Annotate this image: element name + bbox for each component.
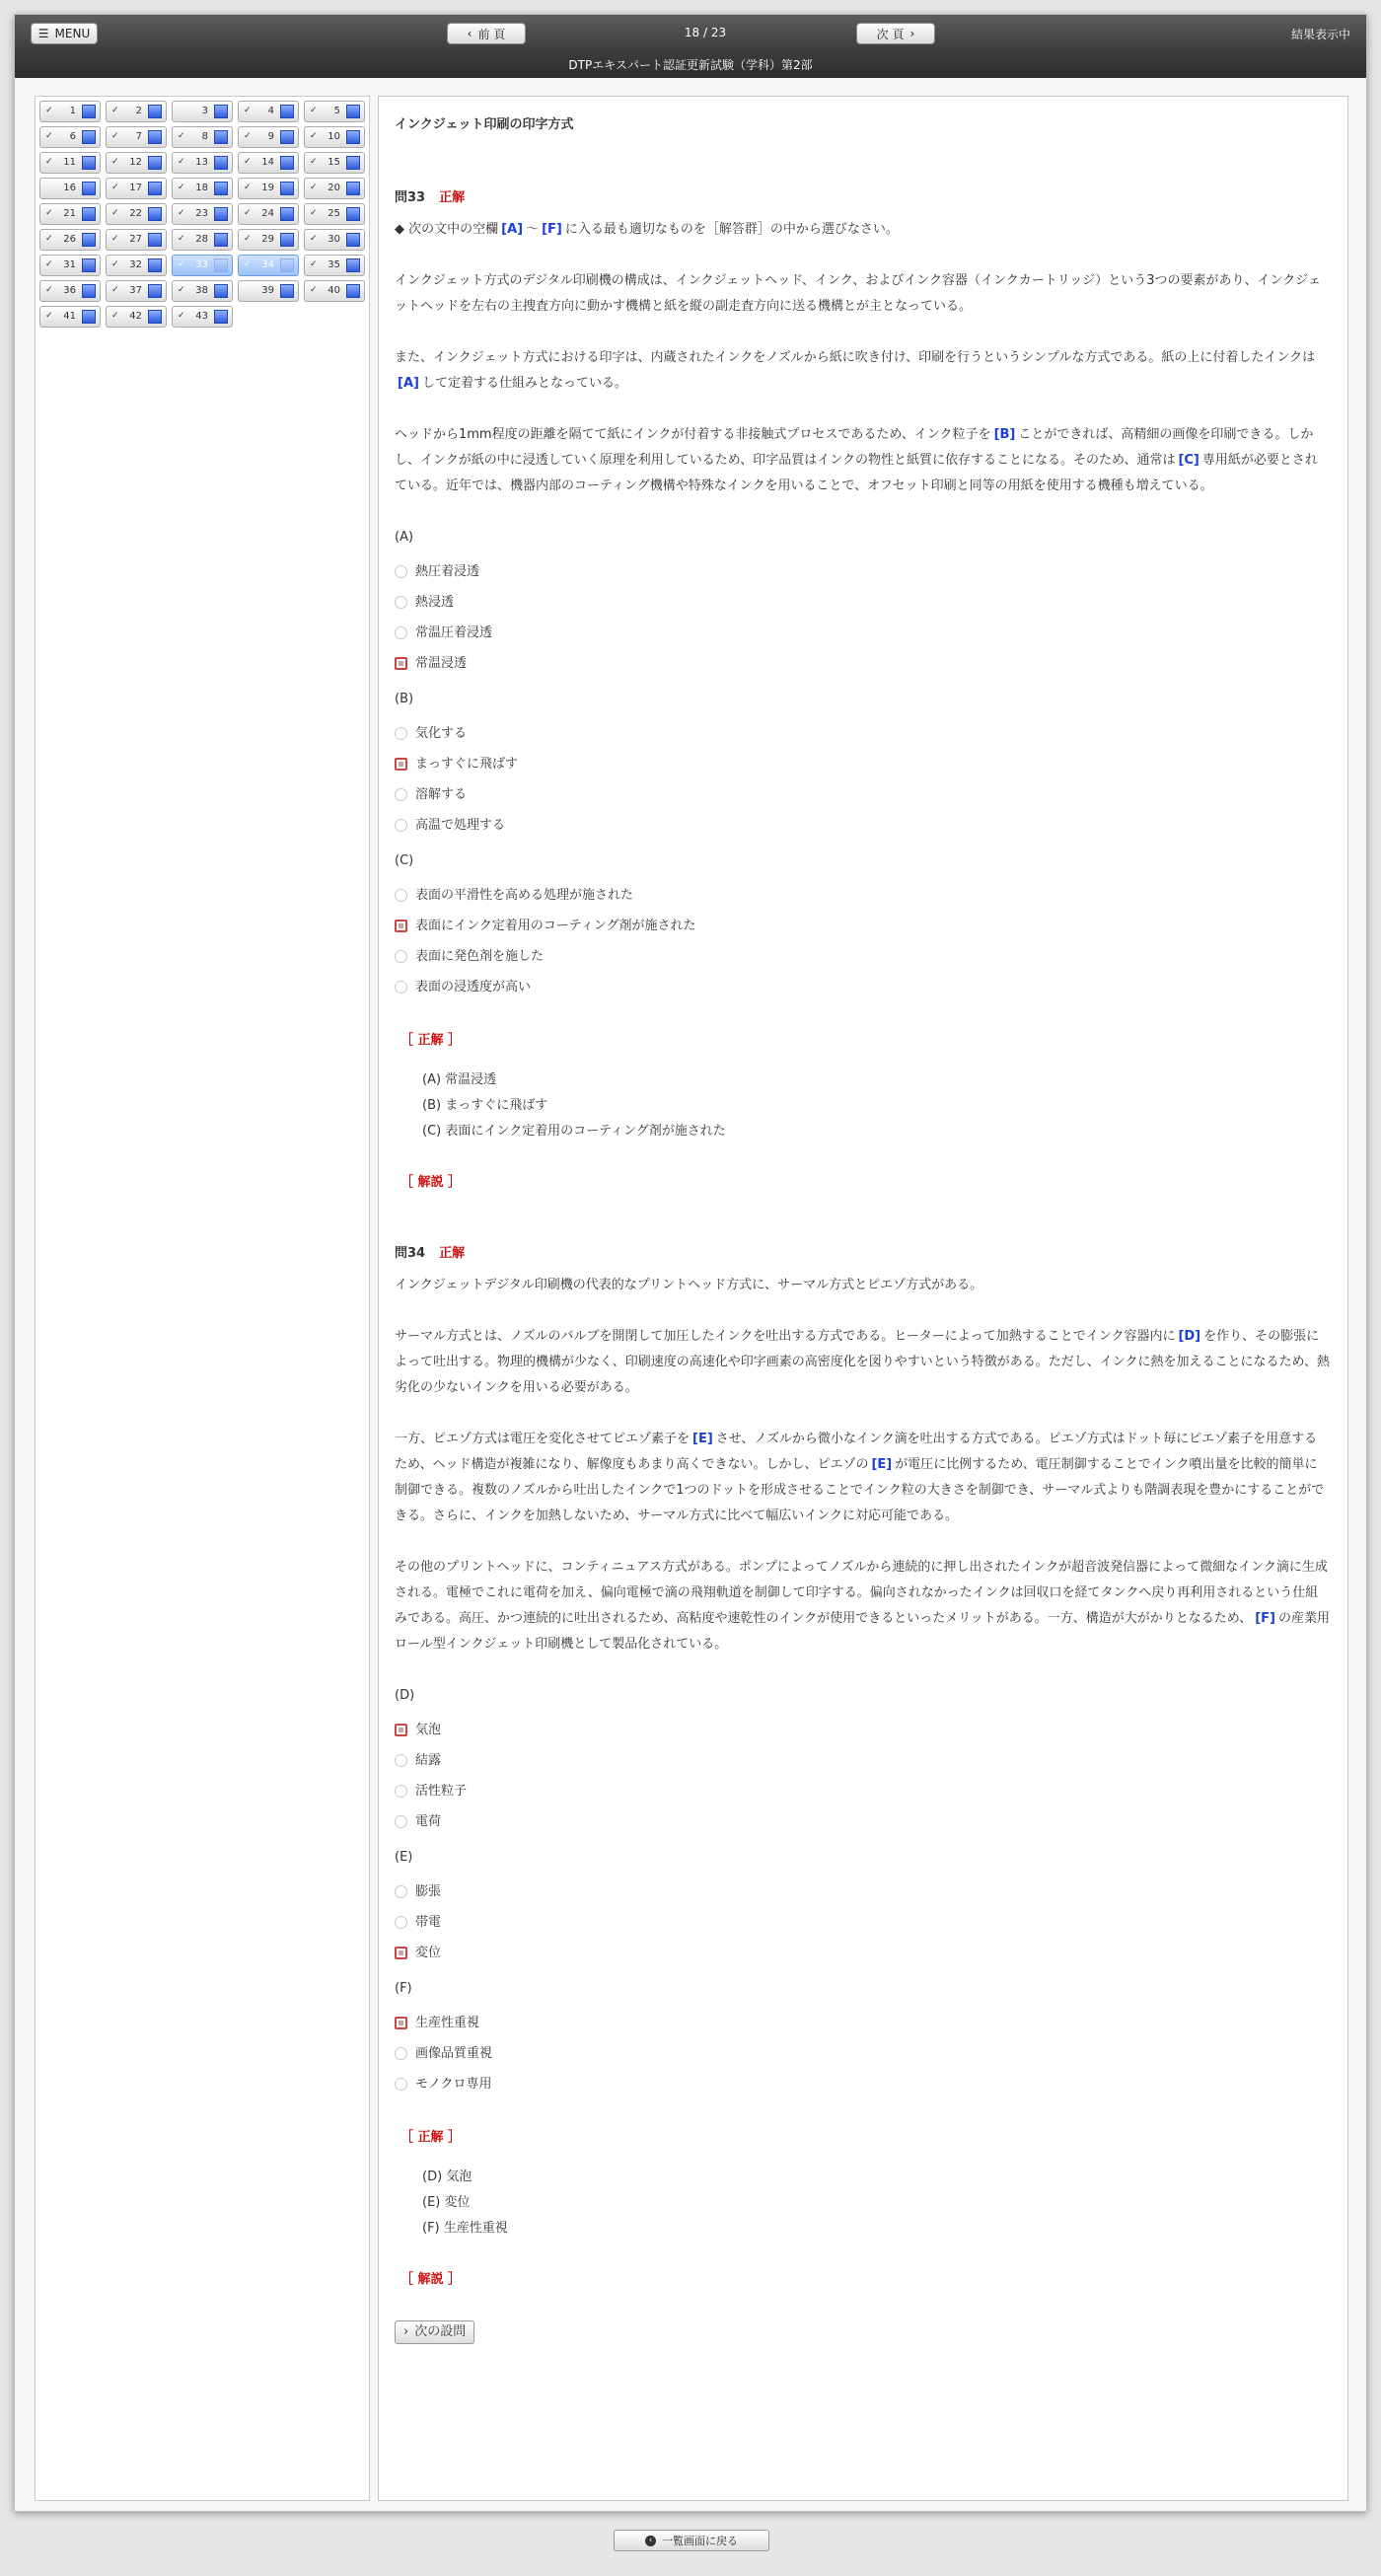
answer-option[interactable] xyxy=(395,779,1330,810)
flag-icon xyxy=(214,258,228,272)
radio-icon[interactable] xyxy=(395,1885,407,1898)
flag-icon xyxy=(346,207,360,221)
question-nav-button[interactable]: ✓ 29 xyxy=(238,229,299,251)
flag-icon xyxy=(280,156,294,170)
selected-radio-icon[interactable] xyxy=(395,657,407,670)
question-nav-button[interactable]: ✓ 26 xyxy=(39,229,101,251)
radio-icon[interactable] xyxy=(395,819,407,832)
result-badge: 正解 xyxy=(439,1246,466,1261)
answer-heading: ［ 正解 ］ xyxy=(400,2130,462,2145)
question-nav-button[interactable]: ✓ 38 xyxy=(172,280,233,302)
flag-icon xyxy=(148,105,162,118)
question-nav-button[interactable]: ✓ 23 xyxy=(172,203,233,225)
chevron-right-icon: › xyxy=(403,2324,409,2339)
option-label: 気化する xyxy=(415,725,468,741)
check-icon: ✓ xyxy=(45,157,53,167)
circle-arrow-icon: ‹ xyxy=(645,2536,656,2546)
answer-option[interactable] xyxy=(395,2008,1330,2038)
answer-heading: ［ 正解 ］ xyxy=(400,1033,462,1048)
question-nav-button[interactable]: ✓ 4 xyxy=(238,101,299,122)
option-label: 表面の浸透度が高い xyxy=(415,979,532,994)
check-icon: ✓ xyxy=(178,285,185,295)
option-group xyxy=(395,525,1330,679)
question-nav-button[interactable]: ✓ 17 xyxy=(106,178,167,199)
question-33-header: 問33 正解 xyxy=(395,190,466,205)
answer-option[interactable] xyxy=(395,880,1330,911)
question-nav-button[interactable]: ✓ 7 xyxy=(106,126,167,148)
radio-icon[interactable] xyxy=(395,2078,407,2091)
flag-icon xyxy=(148,156,162,170)
menu-button[interactable] xyxy=(31,23,98,44)
question-nav-button[interactable]: 16 xyxy=(39,178,101,199)
check-icon: ✓ xyxy=(310,285,318,295)
flag-icon xyxy=(148,258,162,272)
option-label: 熱圧着浸透 xyxy=(415,563,480,579)
answer-option[interactable] xyxy=(395,618,1330,648)
option-label: 表面にインク定着用のコーティング剤が施された xyxy=(415,918,696,933)
option-group-label: (C) xyxy=(395,853,414,868)
check-icon: ✓ xyxy=(178,183,185,192)
flag-icon xyxy=(214,284,228,298)
question-nav-button[interactable]: ✓ 24 xyxy=(238,203,299,225)
flag-icon xyxy=(214,130,228,144)
instruction: ◆ 次の文中の空欄 [A] 〜 [F] に入る最も適切なものを［解答群］の中から選びなさい。 xyxy=(395,222,899,237)
flag-icon xyxy=(346,258,360,272)
question-nav-button[interactable]: ✓ 43 xyxy=(172,306,233,328)
option-label: 電荷 xyxy=(415,1813,442,1829)
menu-label: MENU xyxy=(54,27,91,40)
question-nav-button[interactable]: ✓ 6 xyxy=(39,126,101,148)
question-nav-button[interactable]: ✓ 14 xyxy=(238,152,299,174)
option-group-label: (E) xyxy=(395,1850,413,1865)
question-nav-button[interactable]: ✓ 28 xyxy=(172,229,233,251)
correct-answer-line: (E) 変位 xyxy=(422,2195,471,2210)
flag-icon xyxy=(148,284,162,298)
question-nav-button[interactable]: ✓ 20 xyxy=(304,178,365,199)
check-icon: ✓ xyxy=(310,183,318,192)
flag-icon xyxy=(214,105,228,118)
question-nav-button[interactable]: ✓ 12 xyxy=(106,152,167,174)
check-icon: ✓ xyxy=(111,106,119,115)
option-group xyxy=(395,687,1330,841)
flag-icon xyxy=(82,284,96,298)
question-nav-button[interactable]: ✓ 25 xyxy=(304,203,365,225)
question-nav-button[interactable]: ✓ 21 xyxy=(39,203,101,225)
check-icon: ✓ xyxy=(178,259,185,269)
option-label: 結露 xyxy=(415,1752,442,1768)
page-indicator: 18 / 23 xyxy=(684,26,727,39)
check-icon: ✓ xyxy=(244,259,252,269)
option-label: 高温で処理する xyxy=(415,817,506,833)
selected-radio-icon[interactable] xyxy=(395,758,407,771)
check-icon: ✓ xyxy=(111,131,119,141)
radio-icon[interactable] xyxy=(395,1916,407,1929)
check-icon: ✓ xyxy=(244,131,252,141)
flag-icon xyxy=(148,310,162,324)
option-group xyxy=(395,1976,1330,2099)
back-to-list-button[interactable]: ‹ 一覧画面に戻る xyxy=(614,2530,769,2551)
radio-icon[interactable] xyxy=(395,626,407,639)
check-icon: ✓ xyxy=(310,234,318,244)
check-icon: ✓ xyxy=(310,157,318,167)
answer-option[interactable] xyxy=(395,1745,1330,1776)
flag-icon xyxy=(280,233,294,247)
flag-icon xyxy=(346,233,360,247)
check-icon: ✓ xyxy=(45,285,53,295)
option-label: 表面に発色剤を施した xyxy=(415,948,545,964)
check-icon: ✓ xyxy=(111,157,119,167)
option-label: 気泡 xyxy=(415,1722,442,1737)
option-label: 溶解する xyxy=(415,786,468,802)
explanation-heading: ［ 解説 ］ xyxy=(400,1175,462,1190)
check-icon: ✓ xyxy=(111,311,119,321)
flag-icon xyxy=(82,182,96,195)
option-label: 常温浸透 xyxy=(415,655,468,671)
check-icon: ✓ xyxy=(178,131,185,141)
radio-icon[interactable] xyxy=(395,727,407,740)
chevron-left-icon: ‹ xyxy=(467,27,472,40)
check-icon: ✓ xyxy=(244,157,252,167)
flag-icon xyxy=(346,182,360,195)
check-icon: ✓ xyxy=(45,259,53,269)
header-bar xyxy=(15,15,1366,78)
question-nav-button[interactable]: ✓ 15 xyxy=(304,152,365,174)
question-nav-button[interactable]: ✓ 8 xyxy=(172,126,233,148)
answer-option[interactable] xyxy=(395,556,1330,587)
radio-icon[interactable] xyxy=(395,565,407,578)
flag-icon xyxy=(280,105,294,118)
question-content-panel xyxy=(378,96,1348,2501)
radio-icon[interactable] xyxy=(395,1785,407,1798)
answer-option[interactable] xyxy=(395,2069,1330,2099)
flag-icon xyxy=(82,258,96,272)
question-nav-button[interactable]: ✓ 32 xyxy=(106,255,167,276)
option-label: モノクロ専用 xyxy=(415,2076,492,2092)
flag-icon xyxy=(82,130,96,144)
question-nav-button[interactable]: ✓ 1 xyxy=(39,101,101,122)
flag-icon xyxy=(148,182,162,195)
answer-option[interactable] xyxy=(395,648,1330,679)
selected-radio-icon[interactable] xyxy=(395,1947,407,1959)
check-icon: ✓ xyxy=(111,208,119,218)
radio-icon[interactable] xyxy=(395,788,407,801)
flag-icon xyxy=(280,284,294,298)
answer-option[interactable] xyxy=(395,972,1330,1002)
check-icon: ✓ xyxy=(310,131,318,141)
question-nav-button[interactable]: ✓ 10 xyxy=(304,126,365,148)
check-icon: ✓ xyxy=(111,183,119,192)
answer-option[interactable] xyxy=(395,587,1330,618)
question-nav-button[interactable]: 39 xyxy=(238,280,299,302)
correct-answer-line: (A) 常温浸透 xyxy=(422,1072,497,1087)
radio-icon[interactable] xyxy=(395,1754,407,1767)
check-icon: ✓ xyxy=(244,106,252,115)
check-icon: ✓ xyxy=(178,208,185,218)
q34-paragraph-1: サーマル方式とは、ノズルのバルブを開閉して加圧したインクを吐出する方式である。ヒーターによって加熱することでインク容器内に [D] を作り、その膨張によって吐出する。物理的機構が少なく、印刷速度の高速化や印字画素の高密度化を図りやすいという特徴がある。ただし、インクに熱を加えることになるため、熱劣化の少ないインクを用いる必要がある。 xyxy=(395,1329,1330,1395)
check-icon: ✓ xyxy=(111,259,119,269)
status-text: 結果表示中 xyxy=(1290,28,1350,41)
flag-icon xyxy=(346,156,360,170)
check-icon: ✓ xyxy=(310,259,318,269)
option-label: まっすぐに飛ばす xyxy=(415,756,519,772)
correct-answer-line: (C) 表面にインク定着用のコーティング剤が施された xyxy=(422,1124,726,1139)
correct-answer-line: (D) 気泡 xyxy=(422,2170,472,2184)
question-nav-button[interactable]: ✓ 22 xyxy=(106,203,167,225)
next-label: 次 頁 xyxy=(876,27,905,41)
flag-icon xyxy=(148,130,162,144)
question-nav-button[interactable]: ✓ 42 xyxy=(106,306,167,328)
explanation-heading: ［ 解説 ］ xyxy=(400,2272,462,2287)
flag-icon xyxy=(346,130,360,144)
q33-paragraph-1: インクジェット方式のデジタル印刷機の構成は、インクジェットヘッド、インク、およびインク容器（インクカートリッジ）という3つの要素があり、インクジェットヘッドを左右の主捜査方向に動かす機構と紙を縦の副走査方向に送る機構とが主となっている。 xyxy=(395,273,1321,314)
check-icon: ✓ xyxy=(45,106,53,115)
question-nav-button[interactable]: ✓ 2 xyxy=(106,101,167,122)
flag-icon xyxy=(214,310,228,324)
question-34-header: 問34 正解 xyxy=(395,1246,466,1261)
answer-option[interactable] xyxy=(395,1715,1330,1745)
result-badge: 正解 xyxy=(439,190,466,205)
radio-icon[interactable] xyxy=(395,596,407,609)
next-question-button[interactable]: › 次の設問 xyxy=(395,2320,474,2344)
question-nav-button[interactable]: ✓ 27 xyxy=(106,229,167,251)
selected-radio-icon[interactable] xyxy=(395,920,407,932)
correct-answer-line: (F) 生産性重視 xyxy=(422,2221,508,2236)
q34-paragraph-3: その他のプリントヘッドに、コンティニュアス方式がある。ポンプによってノズルから連続的に押し出されたインクが超音波発信器によって微細なインク滴に生成される。電極でこれに電荷を加え、偏向電極で滴の飛翔軌道を制御して印字する。偏向されなかったインクは回収口を経てタンクへ戻り再利用されるという仕組みである。高圧、かつ連続的に吐出されるため、高粘度や速乾性のインクが使用できるといったメリットがある。一方、構造が大がかりとなるため、 [F] の産業用ロール型インクジェット印刷機として製品化されている。 xyxy=(395,1560,1330,1652)
check-icon: ✓ xyxy=(244,234,252,244)
question-nav-button[interactable]: ✓ 11 xyxy=(39,152,101,174)
check-icon: ✓ xyxy=(244,183,252,192)
question-nav-button[interactable]: ✓ 37 xyxy=(106,280,167,302)
question-nav-button[interactable]: ✓ 5 xyxy=(304,101,365,122)
question-nav-button[interactable]: 3 xyxy=(172,101,233,122)
answer-option[interactable] xyxy=(395,718,1330,749)
answer-option[interactable] xyxy=(395,911,1330,941)
q33-paragraph-3: ヘッドから1mm程度の距離を隔てて紙にインクが付着する非接触式プロセスであるため、インク粒子を [B] ことができれば、高精細の画像を印刷できる。しかし、インクが紙の中に浸透していく原理を利用しているため、印字品質はインクの物性と紙質に依存することになる。そのため、通常は [C] 専用紙が必要とされている。近年では、機器内部のコーティング機構や特殊なインクを用いることで、オフセット印刷と同等の用紙を使用する機種も増えている。 xyxy=(395,427,1318,493)
answer-option[interactable] xyxy=(395,1877,1330,1907)
answer-option[interactable] xyxy=(395,1938,1330,1968)
flag-icon xyxy=(280,207,294,221)
radio-icon[interactable] xyxy=(395,950,407,963)
selected-radio-icon[interactable] xyxy=(395,2017,407,2029)
radio-icon[interactable] xyxy=(395,889,407,902)
option-group-label: (D) xyxy=(395,1688,415,1703)
option-label: 活性粒子 xyxy=(415,1783,468,1799)
option-label: 帯電 xyxy=(415,1914,442,1930)
exam-title: DTPエキスパート認証更新試験（学科）第2部 xyxy=(568,58,813,72)
check-icon: ✓ xyxy=(244,208,252,218)
correct-answer-line: (B) まっすぐに飛ばす xyxy=(422,1098,548,1113)
question-nav-button[interactable]: ✓ 9 xyxy=(238,126,299,148)
exam-window xyxy=(14,14,1367,2512)
q33-option-groups xyxy=(395,525,1330,1002)
selected-radio-icon[interactable] xyxy=(395,1724,407,1736)
question-nav-button[interactable]: ✓ 34 xyxy=(238,255,299,276)
check-icon: ✓ xyxy=(178,157,185,167)
flag-icon xyxy=(82,233,96,247)
check-icon: ✓ xyxy=(178,311,185,321)
option-label: 表面の平滑性を高める処理が施された xyxy=(415,887,634,903)
check-icon: ✓ xyxy=(178,234,185,244)
q33-answers xyxy=(395,1067,1330,1144)
check-icon: ✓ xyxy=(45,208,53,218)
answer-option[interactable] xyxy=(395,1907,1330,1938)
flag-icon xyxy=(280,182,294,195)
check-icon: ✓ xyxy=(45,311,53,321)
radio-icon[interactable] xyxy=(395,2047,407,2060)
q34-paragraph-2: 一方、ピエゾ方式は電圧を変化させてピエゾ素子を [E] させ、ノズルから微小なインク滴を吐出する方式である。ピエゾ方式はドット毎にピエゾ素子を用意するため、ヘッド構造が複雑になり、解像度もあまり高くできない。しかし、ピエゾの [E] が電圧に比例するため、電圧制御することでインク噴出量を比較的簡単に制御できる。複数のノズルから吐出したインクで1つのドットを形成させることでインク粒の大きさを制御でき、サーマル式よりも階調表現を豊かにすることができる。さらに、インクを加熱しないため、サーマル方式に比べて幅広いインクに対応可能である。 xyxy=(395,1432,1325,1523)
option-label: 変位 xyxy=(415,1945,442,1960)
question-nav-button[interactable]: ✓ 41 xyxy=(39,306,101,328)
flag-icon xyxy=(214,233,228,247)
option-group-label: (A) xyxy=(395,530,414,545)
next-page-button[interactable] xyxy=(856,23,935,44)
check-icon: ✓ xyxy=(310,106,318,115)
q34-intro: インクジェットデジタル印刷機の代表的なプリントヘッド方式に、サーマル方式とピエゾ方式がある。 xyxy=(395,1278,983,1292)
check-icon: ✓ xyxy=(310,208,318,218)
question-nav-button[interactable]: ✓ 35 xyxy=(304,255,365,276)
radio-icon[interactable] xyxy=(395,981,407,994)
prev-label: 前 頁 xyxy=(477,27,506,41)
option-label: 膨張 xyxy=(415,1883,442,1899)
answer-option[interactable] xyxy=(395,1776,1330,1806)
question-nav-button[interactable]: ✓ 36 xyxy=(39,280,101,302)
question-nav-button[interactable]: ✓ 40 xyxy=(304,280,365,302)
q33-paragraph-2: また、インクジェット方式における印字は、内蔵されたインクをノズルから紙に吹き付け、印刷を行うというシンプルな方式である。紙の上に付着したインクは[A] して定着する仕組みとなっている。 xyxy=(395,350,1316,391)
flag-icon xyxy=(214,207,228,221)
answer-option[interactable] xyxy=(395,749,1330,779)
question-nav-panel xyxy=(35,96,370,2501)
option-group xyxy=(395,1845,1330,1968)
answer-option[interactable] xyxy=(395,2038,1330,2069)
q34-option-groups xyxy=(395,1683,1330,2099)
question-nav-button[interactable]: ✓ 33 xyxy=(172,255,233,276)
option-group xyxy=(395,1683,1330,1837)
flag-icon xyxy=(214,182,228,195)
flag-icon xyxy=(148,207,162,221)
option-group xyxy=(395,848,1330,1002)
option-group-label: (F) xyxy=(395,1981,412,1996)
option-label: 画像品質重視 xyxy=(415,2045,493,2061)
option-label: 生産性重視 xyxy=(415,2015,480,2030)
flag-icon xyxy=(82,310,96,324)
question-nav-button[interactable]: ✓ 19 xyxy=(238,178,299,199)
answer-option[interactable] xyxy=(395,810,1330,841)
option-label: 熱浸透 xyxy=(415,594,455,610)
check-icon: ✓ xyxy=(111,285,119,295)
check-icon: ✓ xyxy=(45,131,53,141)
flag-icon xyxy=(82,207,96,221)
radio-icon[interactable] xyxy=(395,1815,407,1828)
flag-icon xyxy=(82,105,96,118)
question-nav-button[interactable]: ✓ 30 xyxy=(304,229,365,251)
prev-page-button[interactable] xyxy=(447,23,526,44)
answer-option[interactable] xyxy=(395,1806,1330,1837)
option-label: 常温圧着浸透 xyxy=(415,625,493,640)
check-icon: ✓ xyxy=(111,234,119,244)
option-group-label: (B) xyxy=(395,692,414,706)
question-nav-button[interactable]: ✓ 13 xyxy=(172,152,233,174)
flag-icon xyxy=(280,130,294,144)
q34-answers xyxy=(395,2165,1330,2242)
menu-icon: ☰ xyxy=(37,27,49,40)
question-nav-grid xyxy=(39,101,367,328)
flag-icon xyxy=(346,284,360,298)
question-nav-button[interactable]: ✓ 18 xyxy=(172,178,233,199)
flag-icon xyxy=(346,105,360,118)
section-title: インクジェット印刷の印字方式 xyxy=(395,117,574,132)
chevron-right-icon: › xyxy=(909,27,915,40)
check-icon: ✓ xyxy=(45,234,53,244)
flag-icon xyxy=(280,258,294,272)
flag-icon xyxy=(82,156,96,170)
flag-icon xyxy=(148,233,162,247)
question-nav-button[interactable]: ✓ 31 xyxy=(39,255,101,276)
answer-option[interactable] xyxy=(395,941,1330,972)
flag-icon xyxy=(214,156,228,170)
